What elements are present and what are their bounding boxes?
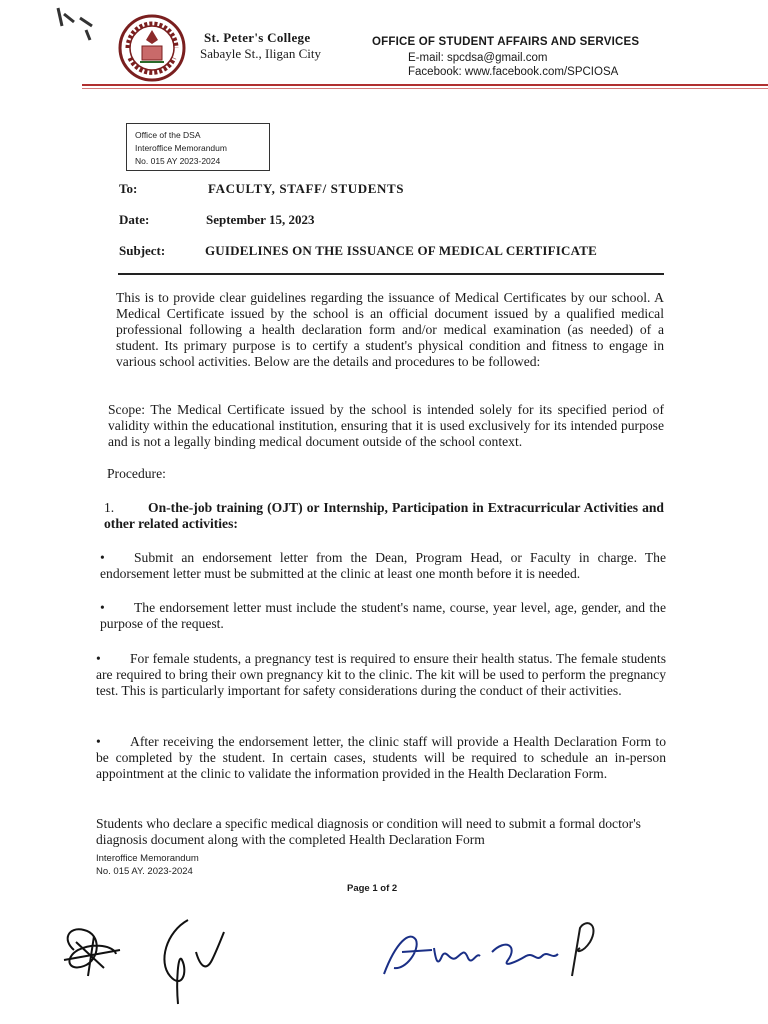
closing-paragraph: Students who declare a specific medical diagnosis or condition will need to submit a formal doctor's diagnosis document along with the completed Health Declaration Form xyxy=(96,816,641,847)
subject-value: GUIDELINES ON THE ISSUANCE OF MEDICAL CERTIFICATE xyxy=(205,243,597,258)
bullet-text: For female students, a pregnancy test is required to ensure their health status. The female students are required to bring their own pregnancy kit to the clinic. The kit will be used to perform the pregnancy test. This is particularly important for safety considerations during the conduct of their activities. xyxy=(96,651,666,698)
bullet-icon: • xyxy=(100,600,105,615)
intro-paragraph: This is to provide clear guidelines regarding the issuance of Medical Certificates by our school. A Medical Certificate issued by the school is an official document issued by a qualified medical professional following a health declaration form and/or medical examination (as needed) of a student. Its primary purpose is to certify a student's physical condition and fitness to engage in various school activities. Below are the details and procedures to be followed: xyxy=(116,290,664,369)
scope-paragraph: Scope: The Medical Certificate issued by the school is intended solely for its specified period of validity within the educational institution, ensuring that it is used exclusively for its intended purpose and is not a legally binding medical document outside of the school context. xyxy=(108,402,664,449)
office-facebook: Facebook: www.facebook.com/SPCIOSA xyxy=(408,66,619,78)
bullet-item xyxy=(100,600,666,632)
bullet-text: Submit an endorsement letter from the Dean, Program Head, or Faculty in charge. The endorsement letter must be submitted at the clinic at least one month before it is needed. xyxy=(100,550,666,581)
date-value: September 15, 2023 xyxy=(206,212,315,227)
office-title: OFFICE OF STUDENT AFFAIRS AND SERVICES xyxy=(372,36,640,48)
signature-2 xyxy=(148,912,238,1012)
header-divider xyxy=(82,84,768,86)
footer-memo-line-1: Interoffice Memorandum xyxy=(96,853,199,864)
reference-line-1: Office of the DSA xyxy=(135,130,201,140)
memo-divider xyxy=(118,273,664,275)
signature-3 xyxy=(376,912,606,992)
reference-line-2: Interoffice Memorandum xyxy=(135,143,227,153)
college-name: St. Peter's College xyxy=(204,30,311,45)
signature-1 xyxy=(54,920,134,990)
procedure-item-1 xyxy=(104,500,664,532)
bullet-text: The endorsement letter must include the student's name, course, year level, age, gender, and the purpose of the request. xyxy=(100,600,666,631)
corner-mark xyxy=(50,4,110,44)
reference-line-3: No. 015 AY 2023-2024 xyxy=(135,156,221,166)
to-value: FACULTY, STAFF/ STUDENTS xyxy=(208,181,405,196)
bullet-icon: • xyxy=(96,651,101,666)
header-divider-thin xyxy=(82,88,768,89)
college-seal-icon xyxy=(118,14,186,82)
to-label: To: xyxy=(119,181,138,196)
item-number: 1. xyxy=(104,500,115,515)
college-address: Sabayle St., Iligan City xyxy=(200,46,321,61)
reference-box xyxy=(126,123,270,171)
bullet-item xyxy=(96,734,666,782)
page-number: Page 1 of 2 xyxy=(347,883,398,894)
date-label: Date: xyxy=(119,212,150,227)
bullet-item xyxy=(96,651,666,699)
office-email: E-mail: spcdsa@gmail.com xyxy=(408,52,548,64)
item-title: On-the-job training (OJT) or Internship, Participation in Extracurricular Activities and other related activities: xyxy=(104,500,664,531)
subject-label: Subject: xyxy=(119,243,166,258)
bullet-item xyxy=(100,550,666,582)
procedure-label: Procedure: xyxy=(107,466,166,481)
bullet-icon: • xyxy=(96,734,101,749)
bullet-text: After receiving the endorsement letter, the clinic staff will provide a Health Declaration Form to be completed by the student. In certain cases, students will be required to schedule an in-person appointment at the clinic to validate the information provided in the Health Declaration Form. xyxy=(96,734,666,781)
footer-memo-line-2: No. 015 AY. 2023-2024 xyxy=(96,866,193,877)
bullet-icon: • xyxy=(100,550,105,565)
